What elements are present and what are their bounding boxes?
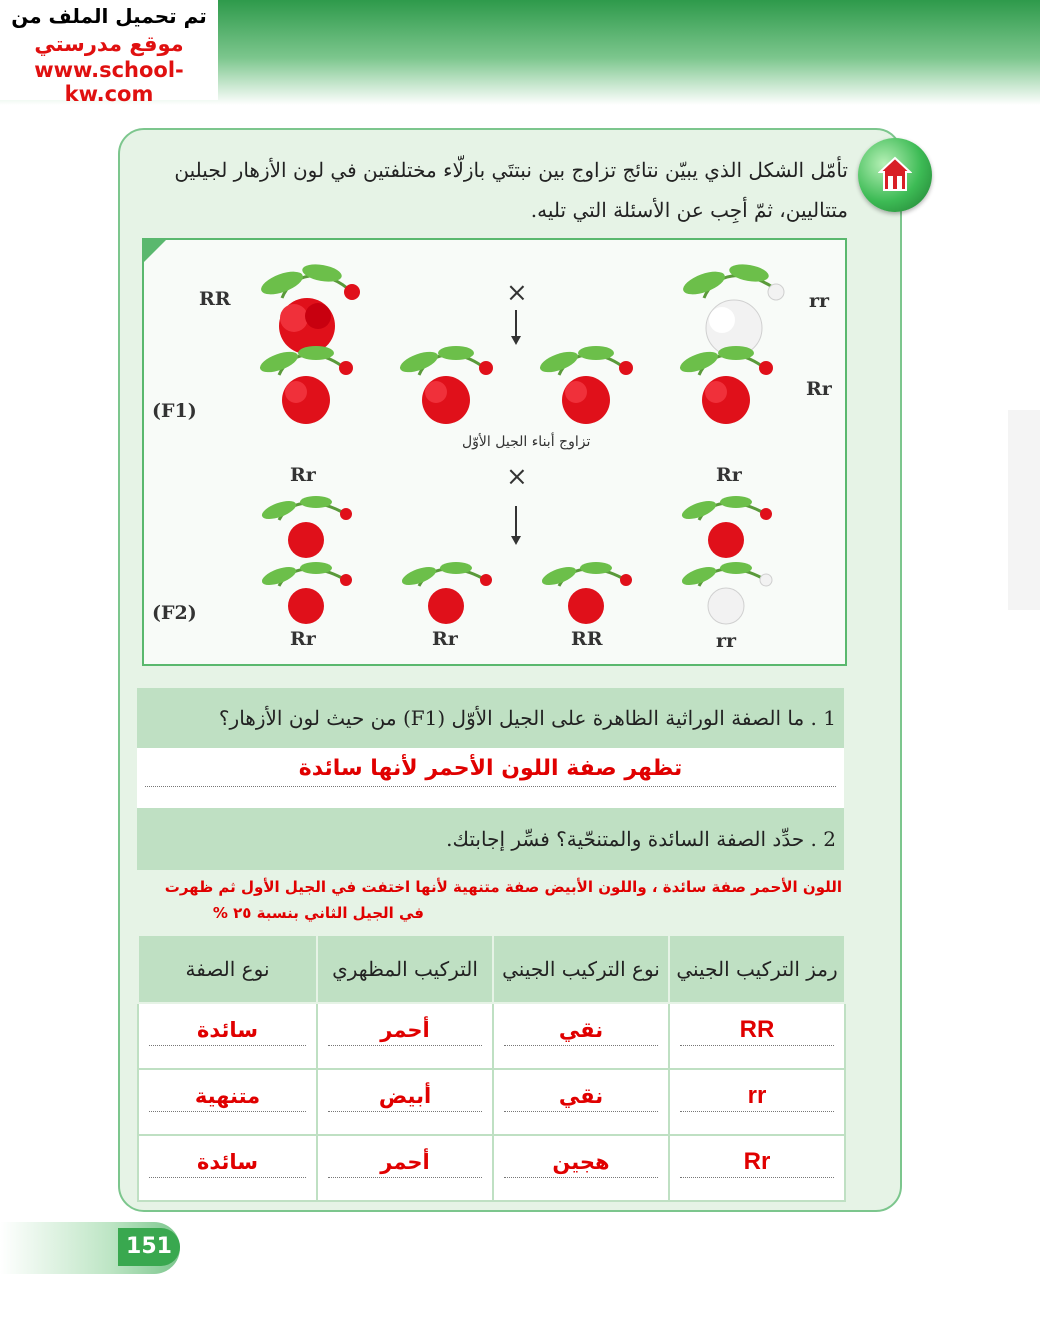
- header-genotype-type: نوع التركيب الجيني: [493, 935, 669, 1003]
- cell-trait-text: متنهية: [194, 1084, 261, 1108]
- table-header-row: [138, 935, 845, 1003]
- table-row: [138, 1003, 845, 1069]
- diagram-corner: [142, 238, 168, 264]
- f1-parent-right-genotype: Rr: [716, 464, 742, 486]
- cell-trait[interactable]: [138, 1069, 317, 1135]
- watermark-line1: تم تحميل الملف من: [11, 4, 207, 28]
- cell-trait-text: سائدة: [197, 1150, 258, 1174]
- cell-dots: [328, 1111, 482, 1112]
- genotype-parent-right: rr: [809, 290, 830, 312]
- house-icon: [878, 156, 912, 192]
- red-flower-f1: [674, 340, 784, 430]
- table-row: [138, 1135, 845, 1201]
- cell-dots: [680, 1111, 834, 1112]
- page-number: 151: [118, 1228, 180, 1266]
- cell-dots: [680, 1177, 834, 1178]
- cell-symbol[interactable]: [669, 1003, 845, 1069]
- down-arrow-icon: [510, 310, 522, 346]
- header-trait-type: نوع الصفة: [138, 935, 317, 1003]
- answer-2-line2: في الجيل الثاني بنسبة ٢٥ %: [212, 904, 424, 922]
- cross-diagram: [142, 238, 847, 666]
- watermark: [0, 0, 218, 106]
- page-edge: [1008, 410, 1040, 610]
- cell-dots: [504, 1045, 658, 1046]
- answer-2-line1: اللون الأحمر صفة سائدة ، واللون الأبيض صفة متنهية لأنها اختفت في الجيل الأول ثم ظهرت: [164, 878, 842, 896]
- question-2-number: 2: [823, 827, 836, 851]
- question-1: 1 . ما الصفة الوراثية الظاهرة على الجيل الأوّل (F1) من حيث لون الأزهار؟: [137, 688, 844, 748]
- cross-symbol-2: ×: [506, 462, 528, 492]
- cell-phenotype-text: أحمر: [380, 1150, 430, 1174]
- down-arrow-icon: [510, 506, 522, 546]
- red-flower-f1: [254, 340, 364, 430]
- f2-genotype-3: RR: [571, 628, 603, 650]
- cell-dots: [328, 1045, 482, 1046]
- watermark-url[interactable]: www.school-kw.com: [34, 58, 184, 106]
- answer-1-box[interactable]: [137, 748, 844, 808]
- red-flower-f1: [534, 340, 644, 430]
- cell-symbol[interactable]: [669, 1069, 845, 1135]
- cell-type-text: هجين: [552, 1150, 610, 1174]
- f1-parent-left-genotype: Rr: [290, 464, 316, 486]
- cell-phenotype[interactable]: [317, 1069, 493, 1135]
- red-flower-f1: [394, 340, 504, 430]
- cell-symbol-text: RR: [739, 1016, 775, 1043]
- question-2-text: حدِّد الصفة السائدة والمتنحّية؟ فسِّر إجابتك.: [446, 827, 805, 851]
- header-genotype-symbol: رمز التركيب الجيني: [669, 935, 845, 1003]
- cell-symbol-text: rr: [747, 1082, 767, 1109]
- f2-genotype-1: Rr: [290, 628, 316, 650]
- cell-type[interactable]: [493, 1069, 669, 1135]
- cell-phenotype-text: أبيض: [378, 1084, 432, 1108]
- cell-dots: [680, 1045, 834, 1046]
- cell-dots: [149, 1045, 306, 1046]
- cell-symbol-text: Rr: [743, 1148, 771, 1175]
- red-flower-f2: [254, 558, 364, 628]
- cell-phenotype[interactable]: [317, 1003, 493, 1069]
- cell-type[interactable]: [493, 1135, 669, 1201]
- f2-label: (F2): [152, 602, 197, 624]
- cell-dots: [149, 1111, 306, 1112]
- question-1-number: 1: [823, 706, 836, 730]
- cell-phenotype[interactable]: [317, 1135, 493, 1201]
- f1-label: (F1): [152, 400, 197, 422]
- white-flower-f2: [674, 558, 784, 628]
- red-flower-f1-parent: [254, 492, 364, 562]
- cell-dots: [504, 1177, 658, 1178]
- cell-type-text: نقي: [558, 1084, 604, 1108]
- question-1-text: ما الصفة الوراثية الظاهرة على الجيل الأوّل (F1) من حيث لون الأزهار؟: [218, 706, 805, 730]
- cell-phenotype-text: أحمر: [380, 1018, 430, 1042]
- cell-type-text: نقي: [558, 1018, 604, 1042]
- f1-genotype: Rr: [806, 378, 832, 400]
- question-2: 2 . حدِّد الصفة السائدة والمتنحّية؟ فسِّر إجابتك.: [137, 808, 844, 870]
- answer-2-box[interactable]: [137, 870, 844, 934]
- header-phenotype: التركيب المظهري: [317, 935, 493, 1003]
- cell-symbol[interactable]: [669, 1135, 845, 1201]
- answer-1-text: تظهر صفة اللون الأحمر لأنها سائدة: [298, 756, 683, 781]
- f1-cross-caption: تزاوج أبناء الجيل الأوّل: [462, 434, 591, 450]
- red-flower-f2: [534, 558, 644, 628]
- f2-genotype-4: rr: [716, 630, 737, 652]
- genotype-parent-left: RR: [199, 288, 231, 310]
- watermark-line2: موقع مدرستي: [34, 32, 184, 56]
- cell-trait-text: سائدة: [197, 1018, 258, 1042]
- cell-type[interactable]: [493, 1003, 669, 1069]
- cross-symbol-1: ×: [506, 278, 528, 308]
- intro-text: تأمّل الشكل الذي يبيّن نتائج تزاوج بين نبتتَي بازلّاء مختلفتين في لون الأزهار لجيلين متتاليين، ثمّ أجِب عن الأسئلة التي تليه.: [174, 158, 848, 222]
- cell-dots: [149, 1177, 306, 1178]
- cell-trait[interactable]: [138, 1003, 317, 1069]
- genotype-table: [137, 934, 846, 1202]
- cell-dots: [504, 1111, 658, 1112]
- red-flower-f1-parent: [674, 492, 784, 562]
- cell-dots: [328, 1177, 482, 1178]
- answer-line: [145, 786, 836, 787]
- cell-trait[interactable]: [138, 1135, 317, 1201]
- home-icon: [858, 138, 932, 212]
- table-row: [138, 1069, 845, 1135]
- red-flower-f2: [394, 558, 504, 628]
- f2-genotype-2: Rr: [432, 628, 458, 650]
